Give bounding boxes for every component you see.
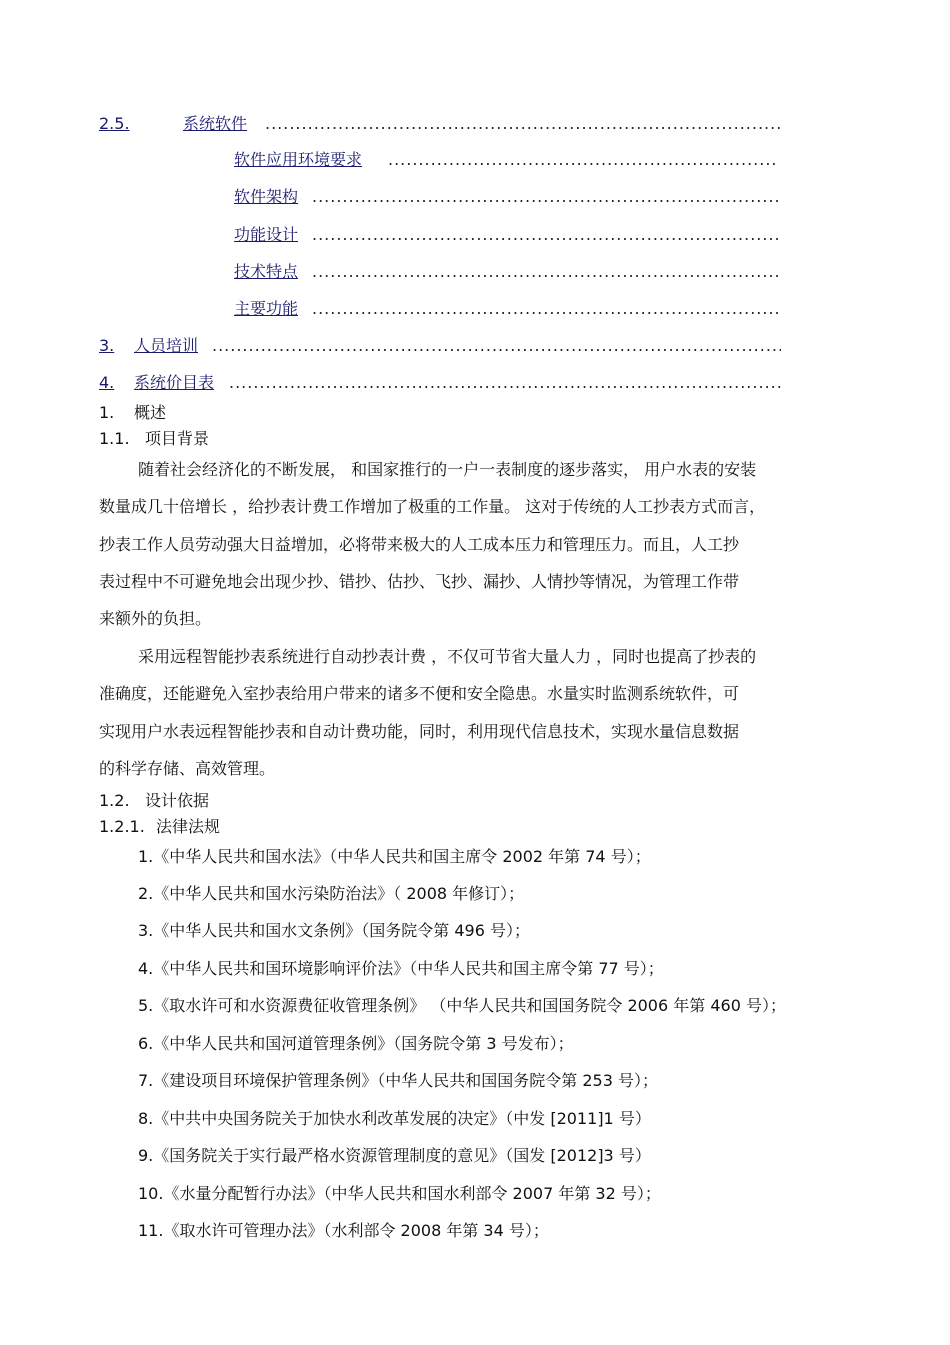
paragraph-line: 表过程中不可避免地会出现少抄、错抄、估抄、飞抄、漏抄、人情抄等情况，为管理工作带 [99,572,740,591]
toc-entry[interactable] [99,224,781,248]
list-item: 9.《国务院关于实行最严格水资源管理制度的意见》（国发 [2012]3 号） [138,1146,651,1165]
toc-entry[interactable] [99,372,781,396]
toc-entry[interactable] [99,186,781,210]
toc-title: 主要功能 [234,299,299,318]
toc-leader-dots [229,372,781,394]
toc-title: 功能设计 [234,225,299,244]
list-item: 7.《建设项目环境保护管理条例》（中华人民共和国国务院令第 253 号）； [138,1071,658,1090]
toc-leader-dots [312,186,778,208]
paragraph-line: 实现用户水表远程智能抄表和自动计费功能，同时，利用现代信息技术，实现水量信息数据 [99,722,740,741]
list-item: 6.《中华人民共和国河道管理条例》（国务院令第 3 号发布）； [138,1034,574,1053]
list-item: 5.《取水许可和水资源费征收管理条例》 （中华人民共和国国务院令 2006 年第 460 号）； [138,996,786,1015]
section-number: 1. [99,403,115,422]
paragraph-line: 的科学存储、高效管理。 [99,759,276,778]
toc-title: 软件应用环境要求 [234,150,363,169]
section-title: 法律法规 [156,817,221,836]
toc-entry[interactable] [99,149,781,173]
section-title: 设计依据 [145,791,210,810]
toc-title: 系统软件 [183,114,248,133]
toc-leader-dots [388,149,776,171]
toc-entry[interactable] [99,261,781,285]
paragraph-line: 来额外的负担。 [99,609,212,628]
toc-leader-dots [265,113,781,135]
toc-leader-dots [212,335,781,357]
toc-title: 人员培训 [134,336,199,355]
list-item: 11.《取水许可管理办法》（水利部令 2008 年第 34 号）； [138,1221,549,1240]
section-number: 1.2.1. [99,817,145,836]
list-item: 4.《中华人民共和国环境影响评价法》（中华人民共和国主席令第 77 号）； [138,959,664,978]
paragraph-line: 随着社会经济化的不断发展， 和国家推行的一户一表制度的逐步落实， 用户水表的安装 [138,460,757,479]
toc-leader-dots [312,298,778,320]
list-item: 10.《水量分配暂行办法》（中华人民共和国水利部令 2007 年第 32 号）； [138,1184,661,1203]
section-heading [99,816,220,838]
section-number: 1.1. [99,429,130,448]
toc-entry[interactable] [99,298,781,322]
toc-number: 2.5. [99,114,130,133]
toc-title: 技术特点 [234,262,299,281]
toc-number: 4. [99,373,115,392]
toc-number: 3. [99,336,115,355]
paragraph-line: 抄表工作人员劳动强大日益增加，必将带来极大的人工成本压力和管理压力。而且，人工抄 [99,535,740,554]
toc-leader-dots [312,261,778,283]
list-item: 1.《中华人民共和国水法》（中华人民共和国主席令 2002 年第 74 号）； [138,847,651,866]
toc-entry[interactable] [99,335,781,359]
paragraph-line: 采用远程智能抄表系统进行自动抄表计费 ，不仅可节省大量人力 ，同时也提高了抄表的 [138,647,757,666]
list-item: 8.《中共中央国务院关于加快水利改革发展的决定》（中发 [2011]1 号） [138,1109,651,1128]
paragraph-line: 准确度，还能避免入室抄表给用户带来的诸多不便和安全隐患。水量实时监测系统软件，可 [99,684,740,703]
toc-title: 系统价目表 [134,373,215,392]
section-number: 1.2. [99,791,130,810]
section-heading [99,428,209,450]
section-title: 概述 [134,403,167,422]
toc-title: 软件架构 [234,187,299,206]
toc-entry[interactable] [99,113,781,137]
section-heading [99,402,166,424]
paragraph-line: 数量成几十倍增长 ，给抄表计费工作增加了极重的工作量。 这对于传统的人工抄表方式而言， [99,497,766,516]
list-item: 3.《中华人民共和国水文条例》（国务院令第 496 号）； [138,921,530,940]
section-title: 项目背景 [145,429,210,448]
list-item: 2.《中华人民共和国水污染防治法》（ 2008 年修订）； [138,884,525,903]
toc-leader-dots [312,224,778,246]
section-heading [99,790,209,812]
